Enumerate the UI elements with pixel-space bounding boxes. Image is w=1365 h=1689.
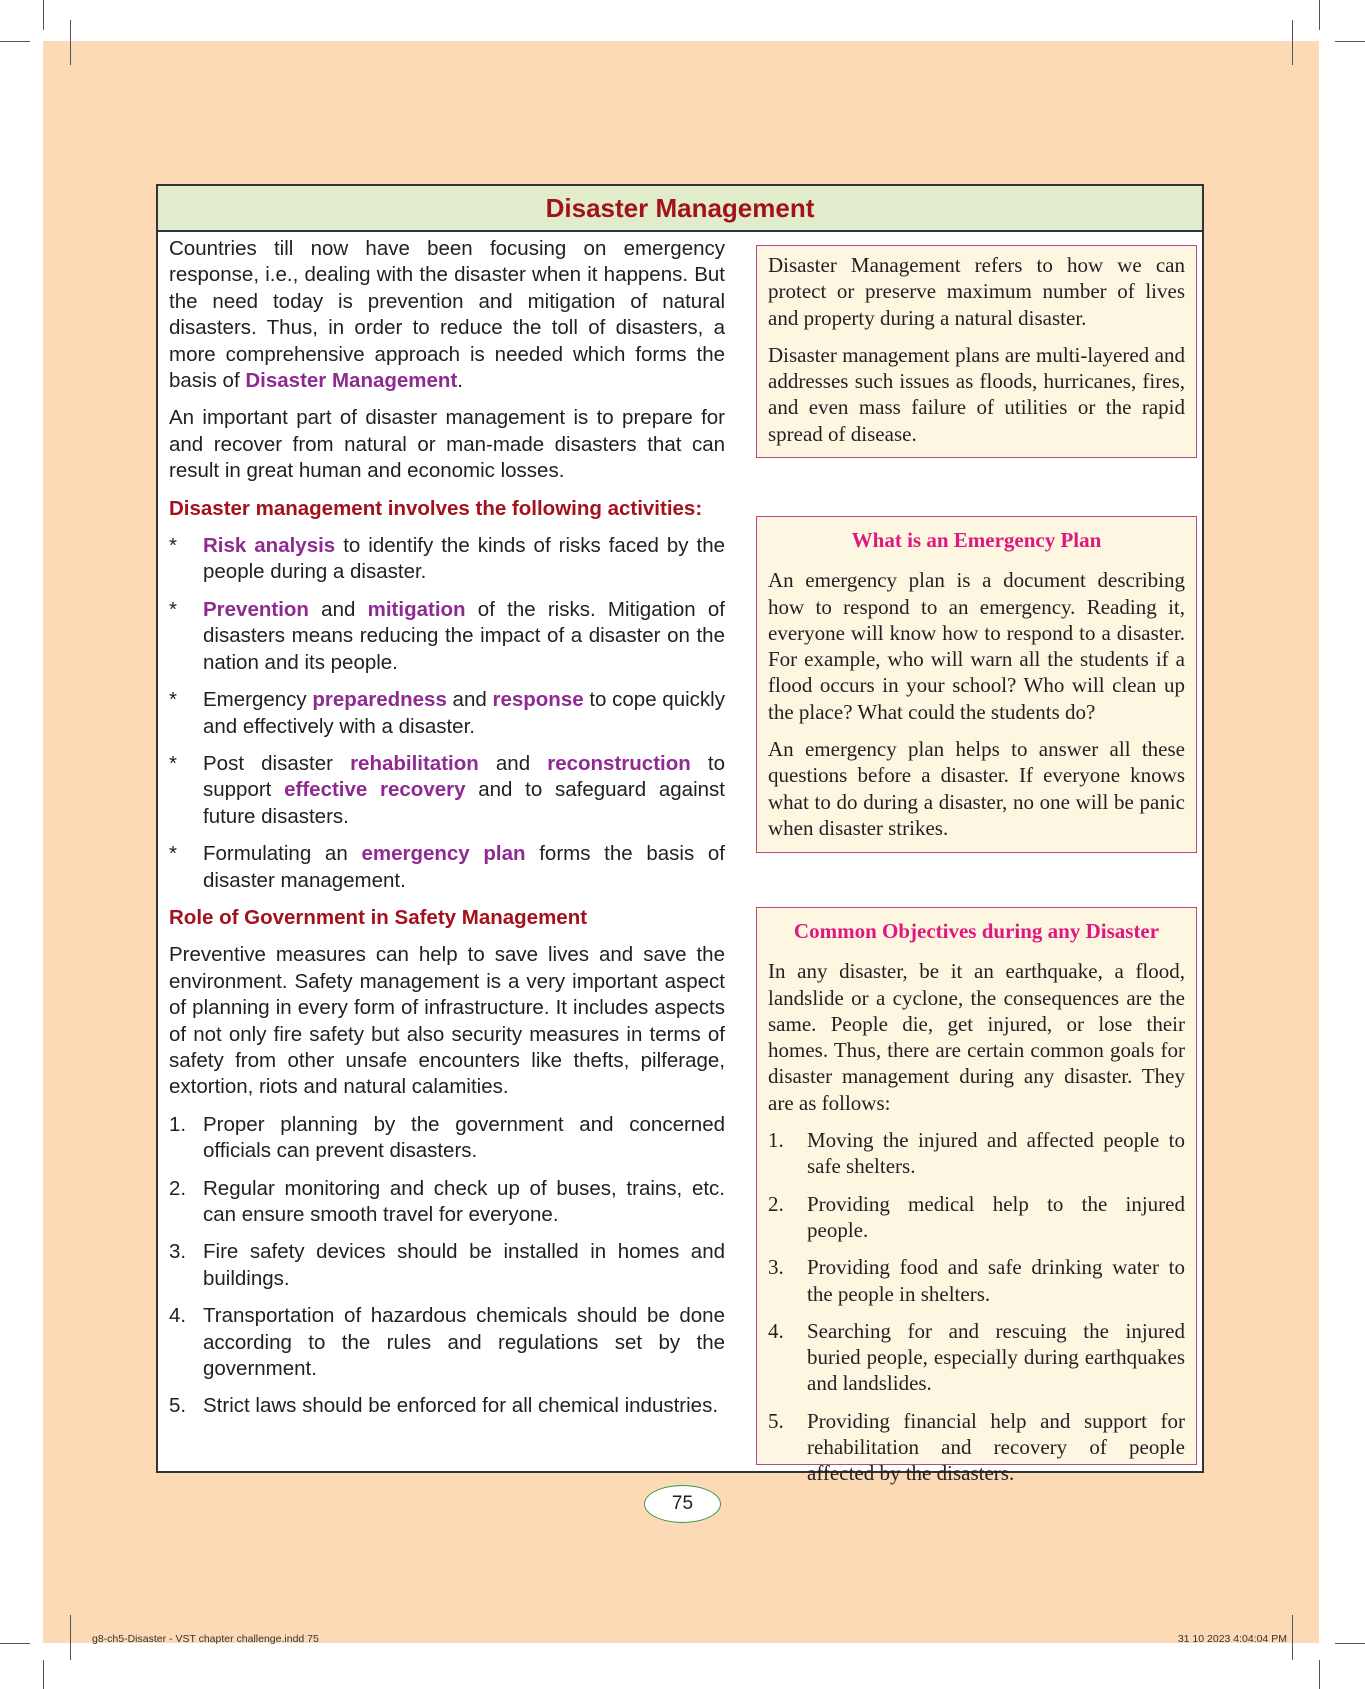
emergency-plan-title: What is an Emergency Plan (851, 528, 1102, 552)
highlighted-term: Risk analysis (203, 534, 336, 558)
common-objectives-list (768, 1127, 1185, 1487)
list-number: 2. (768, 1191, 784, 1216)
text-run: and (446, 688, 493, 712)
common-objectives-box (756, 907, 1197, 1486)
crop-mark (0, 41, 30, 42)
list-item (169, 841, 725, 894)
activities-list (169, 533, 725, 894)
list-item (768, 1318, 1185, 1397)
emergency-plan-box (756, 516, 1197, 853)
crop-mark (1292, 20, 1293, 65)
text-run: An emergency plan is a document describing how to respond to an emergency. Reading it, everyone will know how to respond to a disaster. For example, who will warn all the students if a flood occurs in your school? Who will clean up the place? What could the students do? (768, 568, 1185, 724)
left-column (169, 236, 725, 1431)
text-run: In any disaster, be it an earthquake, a flood, landslide or a cyclone, the consequences are the same. People die, get injured, or lose their homes. Thus, there are certain common goals for disaster management during any disaster. They are as follows: (768, 959, 1185, 1115)
text-run: Formulating an (203, 842, 362, 866)
list-number: 3. (768, 1255, 784, 1280)
list-item (169, 1112, 725, 1165)
list-item (169, 597, 725, 676)
panel-title: Disaster Management (158, 186, 1202, 232)
crop-mark (70, 20, 71, 65)
common-objectives-intro (768, 958, 1185, 1116)
footer-timestamp: 31 10 2023 4:04:04 PM (1177, 1633, 1287, 1645)
highlighted-term: emergency plan (361, 842, 526, 866)
bullet-marker: * (169, 534, 177, 558)
highlighted-term: effective recovery (284, 778, 466, 802)
highlighted-term: mitigation (367, 597, 466, 621)
text-run: Countries till now have been focusing on emergency response, i.e., dealing with the disaster when it happens. But the need today is prevention and mitigation of natural disasters. Thus, in order to reduce the toll of disasters, a more comprehensive approach is needed which forms the basis of (169, 237, 725, 393)
text-run: Providing food and safe drinking water to the people in shelters. (807, 1255, 1185, 1306)
list-item (768, 1408, 1185, 1487)
text-run: . (457, 369, 463, 393)
list-item (169, 533, 725, 586)
paragraph (768, 736, 1185, 841)
text-run: to identify the kinds of risks faced by the people during a disaster. (203, 534, 725, 584)
text-run: and (308, 597, 368, 621)
list-number: 1. (768, 1128, 784, 1153)
list-item (768, 1191, 1185, 1244)
list-number: 4. (768, 1318, 784, 1343)
crop-mark (1319, 0, 1320, 30)
list-number: 1. (169, 1112, 187, 1136)
list-item (768, 1254, 1185, 1307)
footer-filename: g8-ch5-Disaster - VST chapter challenge.indd 75 (92, 1633, 319, 1645)
highlighted-term: Prevention (203, 597, 309, 621)
intro-paragraphs (169, 236, 725, 485)
text-run: to cope quickly and effectively with a disaster. (203, 688, 725, 738)
text-run: to support (203, 751, 725, 802)
text-run: Preventive measures can help to save lives and save the environment. Safety management is a very important aspect of planning in every form of infrastructure. It includes aspects of not only fire safety but also security measures in terms of safety from other unsafe encounters like thefts, pilferage, extortion, riots and natural calamities. (169, 943, 725, 1099)
paragraph (169, 236, 725, 394)
common-objectives-title: Common Objectives during any Disaster (793, 919, 1160, 943)
paragraph (768, 342, 1185, 447)
crop-mark (1319, 1660, 1320, 1689)
text-run: An emergency plan helps to answer all these questions before a disaster. If everyone knows what to do during a disaster, no one will be panic when disaster strikes. (768, 737, 1185, 840)
text-run: forms the basis of disaster management. (203, 842, 726, 892)
highlighted-term: rehabilitation (350, 751, 479, 775)
text-run: and (478, 751, 548, 775)
paragraph (169, 405, 725, 484)
list-item (169, 1303, 725, 1382)
list-number: 2. (169, 1176, 187, 1200)
role-paragraph (169, 942, 725, 1100)
crop-mark (1335, 41, 1365, 42)
paragraph (768, 958, 1185, 1116)
paragraph (169, 942, 725, 1100)
list-number: 5. (169, 1394, 187, 1418)
crop-mark (43, 1660, 44, 1689)
list-item (169, 1239, 725, 1292)
text-run: Regular monitoring and check up of buses, trains, etc. can ensure smooth travel for everyone. (203, 1176, 725, 1226)
text-run: Post disaster (203, 751, 351, 775)
list-item (169, 687, 725, 740)
text-run: Strict laws should be enforced for all chemical industries. (203, 1394, 719, 1418)
bullet-marker: * (169, 842, 177, 866)
text-run: Transportation of hazardous chemicals should be done according to the rules and regulations set by the government. (203, 1304, 725, 1381)
page-number: 75 (644, 1485, 721, 1523)
definition-paragraphs (768, 252, 1185, 447)
paragraph (768, 252, 1185, 331)
role-heading: Role of Government in Safety Management (169, 905, 588, 929)
text-run: Proper planning by the government and concerned officials can prevent disasters. (203, 1112, 725, 1163)
role-list (169, 1112, 725, 1420)
paragraph (768, 567, 1185, 725)
list-item (169, 1393, 725, 1419)
text-run: Fire safety devices should be installed in homes and buildings. (203, 1240, 725, 1290)
crop-mark (1292, 1615, 1293, 1660)
activities-heading: Disaster management involves the following activities: (169, 496, 703, 520)
text-run: of the risks. Mitigation of disasters means reducing the impact of a disaster on the nation and its people. (203, 597, 725, 674)
list-number: 5. (768, 1408, 784, 1433)
crop-mark (70, 1615, 71, 1660)
crop-mark (43, 0, 44, 30)
list-item (169, 751, 725, 830)
text-run: Emergency (203, 688, 313, 712)
emergency-plan-paragraphs (768, 567, 1185, 841)
text-run: Moving the injured and affected people to safe shelters. (807, 1128, 1185, 1179)
text-run: An important part of disaster management is to prepare for and recover from natural or man-made disasters that can result in great human and economic losses. (169, 406, 725, 483)
highlighted-term: response (492, 688, 584, 712)
list-item (768, 1127, 1185, 1180)
definition-box (756, 245, 1197, 458)
list-item (169, 1176, 725, 1229)
disaster-management-panel (156, 184, 1204, 1486)
list-number: 4. (169, 1304, 187, 1328)
text-run: Providing medical help to the injured people. (807, 1191, 1185, 1242)
text-run: Disaster management plans are multi-layered and addresses such issues as floods, hurricanes, fires, and even mass failure of utilities or the rapid spread of disease. (768, 342, 1185, 446)
bullet-marker: * (169, 597, 177, 621)
crop-mark (1335, 1643, 1365, 1644)
crop-mark (0, 1643, 30, 1644)
highlighted-term: reconstruction (547, 751, 691, 775)
highlighted-term: preparedness (312, 688, 447, 712)
text-run: Providing financial help and support for rehabilitation and recovery of people affected by the disasters. (807, 1408, 1185, 1486)
highlighted-term: Disaster Management (245, 369, 458, 393)
text-run: Searching for and rescuing the injured buried people, especially during earthquakes and landslides. (807, 1318, 1185, 1396)
text-run: and to safeguard against future disasters. (203, 778, 725, 828)
text-run: Disaster Management refers to how we can protect or preserve maximum number of lives and property during a natural disaster. (768, 253, 1185, 330)
bullet-marker: * (169, 688, 177, 712)
list-number: 3. (169, 1240, 187, 1264)
bullet-marker: * (169, 751, 177, 775)
